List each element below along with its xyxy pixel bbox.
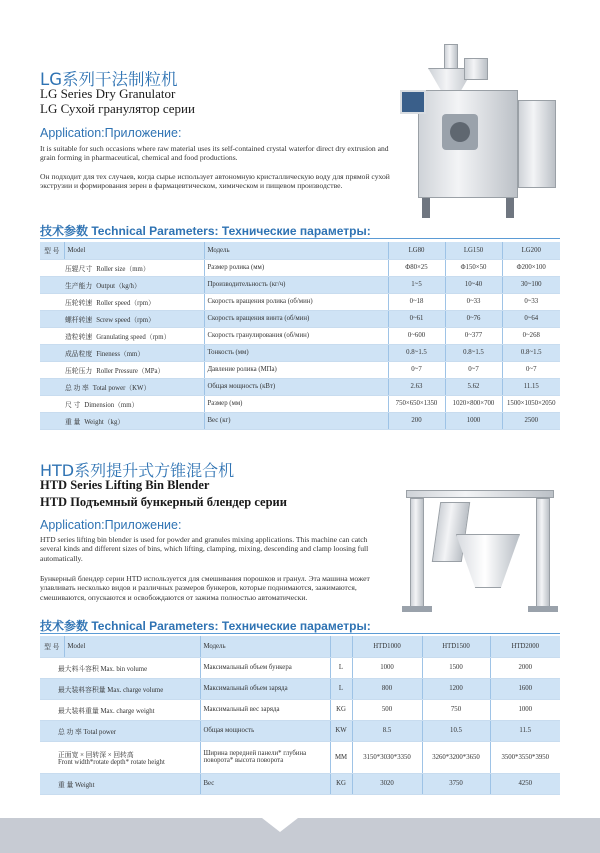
value-model-3: Φ200×100 — [502, 259, 560, 276]
row-label-ru: Максимальный объем бункера — [200, 657, 330, 678]
row-label — [40, 259, 204, 276]
row-label — [40, 327, 204, 344]
row-label: 重 量 Weight — [40, 773, 200, 794]
header-unit — [330, 636, 352, 657]
htd-application-heading: Application:Приложение: — [40, 518, 182, 532]
table-row — [40, 657, 560, 678]
row-unit: MM — [330, 741, 352, 773]
header-en: Model — [64, 636, 200, 657]
lg-parameters-heading: 技术参数 Technical Parameters: Технические параметры: — [40, 224, 371, 238]
value-model-1: 0~7 — [388, 361, 445, 378]
row-label: 最大装料容积量 Max. charge volume — [40, 678, 200, 699]
row-label-cn: 压轮转速 — [65, 299, 93, 307]
row-label — [40, 276, 204, 293]
header-model-2: LG150 — [445, 242, 502, 259]
value-model-3: 4250 — [490, 773, 560, 794]
value-model-3: 11.15 — [502, 378, 560, 395]
table-row — [40, 741, 560, 773]
row-label-ru: Скорость гранулирования (об/мин) — [204, 327, 388, 344]
lifting-bin-blender-image — [400, 468, 560, 618]
value-model-3: 0~64 — [502, 310, 560, 327]
row-label-ru: Скорость вращения ролика (об/мин) — [204, 293, 388, 310]
row-unit: L — [330, 678, 352, 699]
value-model-3: 0~33 — [502, 293, 560, 310]
value-model-2: Φ150×50 — [445, 259, 502, 276]
row-label-cn: 造粒转速 — [65, 333, 93, 341]
value-model-2: 3260*3200*3650 — [422, 741, 490, 773]
row-label-en: Fineness（mm） — [96, 350, 145, 358]
row-label-ru: Скорость вращения винта (об/мин) — [204, 310, 388, 327]
value-model-1: 0~600 — [388, 327, 445, 344]
row-label-ru: Вес — [200, 773, 330, 794]
htd-parameters-heading: 技术参数 Technical Parameters: Технические параметры: — [40, 619, 371, 633]
value-model-3: 11.5 — [490, 720, 560, 741]
row-label-ru-line-1: Ширина передней панели* глубина — [203, 750, 307, 757]
header-model-1: HTD1000 — [352, 636, 422, 657]
row-label — [40, 361, 204, 378]
row-label — [40, 293, 204, 310]
row-label-ru: Производительность (кг/ч) — [204, 276, 388, 293]
row-label-en: Roller size（mm） — [96, 265, 150, 273]
value-model-1: 8.5 — [352, 720, 422, 741]
dry-granulator-image — [398, 44, 558, 222]
row-label-cn: 重 量 — [65, 418, 81, 426]
value-model-1: 500 — [352, 699, 422, 720]
row-label-ru: Тонкость (мм) — [204, 344, 388, 361]
value-model-1: 750×650×1350 — [388, 395, 445, 412]
value-model-3: 0~7 — [502, 361, 560, 378]
htd-description-en: HTD series lifting bin blender is used for powder and granules mixing applications. This machine can catch several kinds and different sizes of bins, which lifting, clamping, mixing, descending and clamp loosing full automatically. — [40, 535, 369, 563]
row-label-cn: 压轮压力 — [65, 367, 93, 375]
value-model-1: 800 — [352, 678, 422, 699]
row-label-ru: Максимальный объем заряда — [200, 678, 330, 699]
lg-description-en: It is suitable for such occasions where raw material uses its self-contained crystal waterfor direct dry extrusion and grain forming in pharmaceutical, chemical and food productions. — [40, 144, 389, 163]
row-label-en: Weight（kg） — [84, 418, 125, 426]
row-label — [40, 412, 204, 429]
value-model-3: 1600 — [490, 678, 560, 699]
lg-description-ru: Он подходит для тех случаев, когда сырье использует автономную кристаллическую воду для прямой сухой экструзии и формирования зерен в фармацевтическом, химическом и пищевом производстве. — [40, 172, 390, 191]
row-label-ru: Размер ролика (мм) — [204, 259, 388, 276]
table-row — [40, 327, 560, 344]
htd-description-ru: Бункерный блендер серии HTD используется для смешивания порошков и гранул. Эта машина может улавливать несколько видов и различных размеров бункеров, которые поднимаются, зажимаются, смешиваются, опускаются и освобождаются от зажима полностью автоматически. — [40, 574, 370, 602]
header-model-1: LG80 — [388, 242, 445, 259]
row-label-line-1: 正面宽 × 回转深 × 回转高 — [58, 751, 134, 759]
header-cn: 型 号 — [40, 242, 64, 259]
row-label-cn: 压辊尺寸 — [65, 265, 93, 273]
row-label-en: Roller Pressure（MPa） — [96, 367, 165, 375]
htd-title-en: HTD Series Lifting Bin Blender — [40, 478, 210, 492]
row-label-cn: 成品粒度 — [65, 350, 93, 358]
value-model-1: 0.8~1.5 — [388, 344, 445, 361]
value-model-3: 0.8~1.5 — [502, 344, 560, 361]
row-label-line-2: Front width*rotate depth* rotate height — [58, 758, 165, 766]
value-model-2: 0.8~1.5 — [445, 344, 502, 361]
table-row — [40, 361, 560, 378]
row-label — [40, 344, 204, 361]
value-model-2: 0~33 — [445, 293, 502, 310]
lg-title-en: LG Series Dry Granulator — [40, 86, 176, 101]
footer-notch — [262, 818, 298, 832]
row-unit: KG — [330, 699, 352, 720]
table-row — [40, 276, 560, 293]
value-model-3: 1000 — [490, 699, 560, 720]
row-label-cn: 螺杆转速 — [65, 316, 93, 324]
row-label-ru-line-2: поворота* высота поворота — [203, 757, 284, 764]
table-row — [40, 310, 560, 327]
row-label-en: Granulating speed（rpm） — [96, 333, 171, 341]
value-model-2: 10~40 — [445, 276, 502, 293]
table-row — [40, 678, 560, 699]
value-model-2: 750 — [422, 699, 490, 720]
header-model-2: HTD1500 — [422, 636, 490, 657]
header-ru: Модель — [200, 636, 330, 657]
value-model-2: 1000 — [445, 412, 502, 429]
row-label — [40, 741, 200, 773]
value-model-3: 30~100 — [502, 276, 560, 293]
table-row — [40, 293, 560, 310]
htd-table-header — [40, 636, 560, 657]
header-model-3: LG200 — [502, 242, 560, 259]
value-model-2: 1020×800×700 — [445, 395, 502, 412]
value-model-1: 0~18 — [388, 293, 445, 310]
row-label-cn: 总 功 率 — [65, 384, 89, 392]
row-unit: KW — [330, 720, 352, 741]
row-label — [40, 310, 204, 327]
lg-title-ru: LG Сухой гранулятор серии — [40, 101, 195, 116]
value-model-2: 5.62 — [445, 378, 502, 395]
lg-spec-table — [40, 242, 560, 430]
row-label-en: Output（kg/h） — [96, 282, 141, 290]
value-model-3: 2500 — [502, 412, 560, 429]
htd-spec-table — [40, 636, 560, 795]
value-model-1: 3020 — [352, 773, 422, 794]
value-model-1: 1000 — [352, 657, 422, 678]
row-label-en: Total power（KW） — [92, 384, 151, 392]
table-row — [40, 699, 560, 720]
row-label-ru: Давление ролика (МПа) — [204, 361, 388, 378]
value-model-1: 1~5 — [388, 276, 445, 293]
row-label-cn: 尺 寸 — [65, 401, 81, 409]
row-label-ru: Размер (мм) — [204, 395, 388, 412]
footer-band — [0, 818, 600, 853]
table-row — [40, 395, 560, 412]
value-model-3: 2000 — [490, 657, 560, 678]
lg-parameters-divider — [40, 238, 560, 239]
row-label-ru — [200, 741, 330, 773]
row-label-cn: 生产能力 — [65, 282, 93, 290]
row-label-en: Roller speed（rpm） — [96, 299, 155, 307]
htd-parameters-divider — [40, 633, 560, 634]
row-label: 最大装料重量 Max. charge weight — [40, 699, 200, 720]
table-row — [40, 344, 560, 361]
row-label-ru: Максимальный вес заряда — [200, 699, 330, 720]
value-model-1: 3150*3030*3350 — [352, 741, 422, 773]
value-model-2: 0~377 — [445, 327, 502, 344]
row-label: 总 功 率 Total power — [40, 720, 200, 741]
table-row — [40, 773, 560, 794]
row-label: 最大料斗容积 Max. bin volume — [40, 657, 200, 678]
value-model-2: 3750 — [422, 773, 490, 794]
table-row — [40, 378, 560, 395]
header-en: Model — [64, 242, 204, 259]
row-label — [40, 378, 204, 395]
value-model-1: 0~61 — [388, 310, 445, 327]
header-model-3: HTD2000 — [490, 636, 560, 657]
table-row — [40, 720, 560, 741]
value-model-1: 200 — [388, 412, 445, 429]
value-model-1: Φ80×25 — [388, 259, 445, 276]
value-model-2: 1200 — [422, 678, 490, 699]
value-model-2: 1500 — [422, 657, 490, 678]
value-model-2: 0~7 — [445, 361, 502, 378]
row-label-ru: Общая мощность (кВт) — [204, 378, 388, 395]
value-model-2: 0~76 — [445, 310, 502, 327]
header-ru: Модель — [204, 242, 388, 259]
value-model-3: 0~268 — [502, 327, 560, 344]
value-model-1: 2.63 — [388, 378, 445, 395]
row-unit: L — [330, 657, 352, 678]
value-model-3: 1500×1050×2050 — [502, 395, 560, 412]
header-cn: 型 号 — [40, 636, 64, 657]
row-label-ru: Вес (кг) — [204, 412, 388, 429]
lg-table-header — [40, 242, 560, 259]
htd-title-cn: HTD系列提升式方锥混合机 — [40, 461, 235, 480]
row-label — [40, 395, 204, 412]
row-label-en: Dimension（mm） — [84, 401, 139, 409]
lg-title-cn: LG系列干法制粒机 — [40, 70, 178, 89]
row-label-ru: Общая мощность — [200, 720, 330, 741]
value-model-3: 3500*3550*3950 — [490, 741, 560, 773]
table-row — [40, 259, 560, 276]
value-model-2: 10.5 — [422, 720, 490, 741]
lg-application-heading: Application:Приложение: — [40, 126, 182, 140]
htd-title-ru: HTD Подъемный бункерный блендер серии — [40, 495, 287, 509]
row-label-en: Screw speed（rpm） — [96, 316, 155, 324]
table-row — [40, 412, 560, 429]
row-unit: KG — [330, 773, 352, 794]
